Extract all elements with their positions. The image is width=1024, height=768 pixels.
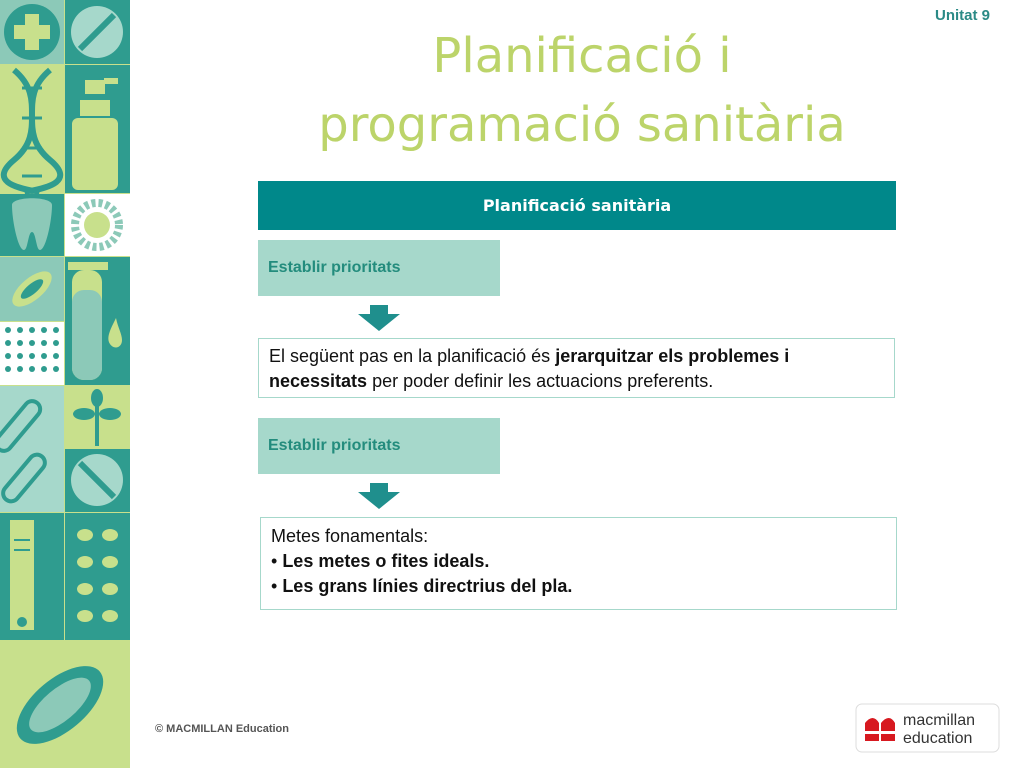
step-1-text-start: El següent pas en la planificació és [269, 346, 556, 366]
step-2-description [260, 517, 897, 610]
bullet-text: Les metes o fites ideals. [282, 551, 490, 571]
pill-icon [65, 0, 130, 64]
binder-icon [0, 513, 64, 640]
bullet-item: • Les metes o fites ideals. [271, 551, 490, 571]
title-line-1: Planificació i [432, 28, 732, 84]
paperclip-icon [0, 386, 64, 512]
medical-cross-icon [0, 0, 64, 64]
logo-text-line-2: education [903, 730, 973, 747]
step-2-label: Establir prioritats [268, 437, 401, 454]
step-1-description [258, 338, 895, 398]
bullet-item: • Les grans línies directrius del pla. [271, 576, 573, 596]
title-line-2: programació sanitària [318, 97, 846, 153]
page-title [262, 22, 902, 160]
spray-bottle-icon [65, 65, 130, 193]
pill-blister-icon [65, 513, 130, 640]
capsule-icon [65, 449, 130, 512]
step-1-label: Establir prioritats [268, 259, 401, 276]
macmillan-logo [855, 703, 1000, 753]
decorative-sidebar [0, 0, 130, 768]
banner-planificacio [258, 181, 896, 230]
logo-text-line-1: macmillan [903, 712, 976, 729]
step-box-1 [258, 240, 500, 296]
banner-label: Planificació sanitària [482, 196, 672, 215]
dna-icon [0, 65, 64, 193]
virus-icon [65, 194, 130, 256]
step-1-text-bold: jerarquitzar els problemes i necessitats [269, 346, 790, 391]
copyright-text: © MACMILLAN Education [155, 723, 289, 735]
step-box-2 [258, 418, 500, 474]
test-tube-icon [65, 257, 130, 385]
step-2-heading: Metes fonamentals: [271, 526, 429, 546]
unit-label: Unitat 9 [934, 7, 990, 24]
step-1-text-end: per poder definir les actuacions preferents. [367, 371, 714, 391]
bacteria-icon [0, 257, 64, 321]
dots-pattern-icon [0, 322, 64, 385]
tooth-icon [0, 194, 64, 256]
down-arrow-icon [358, 305, 400, 331]
bacillus-icon [0, 641, 130, 768]
bullet-text: Les grans línies directrius del pla. [282, 576, 573, 596]
plant-icon [65, 386, 130, 448]
down-arrow-icon [358, 483, 400, 509]
